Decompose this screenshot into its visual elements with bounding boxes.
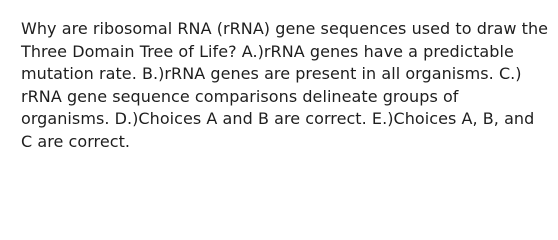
question-line: organisms. D.)Choices A and B are correct. E.)Choices A, B, and (21, 109, 535, 128)
question-line: mutation rate. B.)rRNA genes are present in all organisms. C.) (21, 64, 522, 83)
question-line: Three Domain Tree of Life? A.)rRNA genes have a predictable (21, 41, 514, 61)
question-line: rRNA gene sequence comparisons delineate groups of (21, 86, 459, 106)
question-text (21, 18, 549, 153)
question-line: Why are ribosomal RNA (rRNA) gene sequences used to draw the (21, 19, 549, 38)
question-line: C are correct. (21, 131, 131, 151)
